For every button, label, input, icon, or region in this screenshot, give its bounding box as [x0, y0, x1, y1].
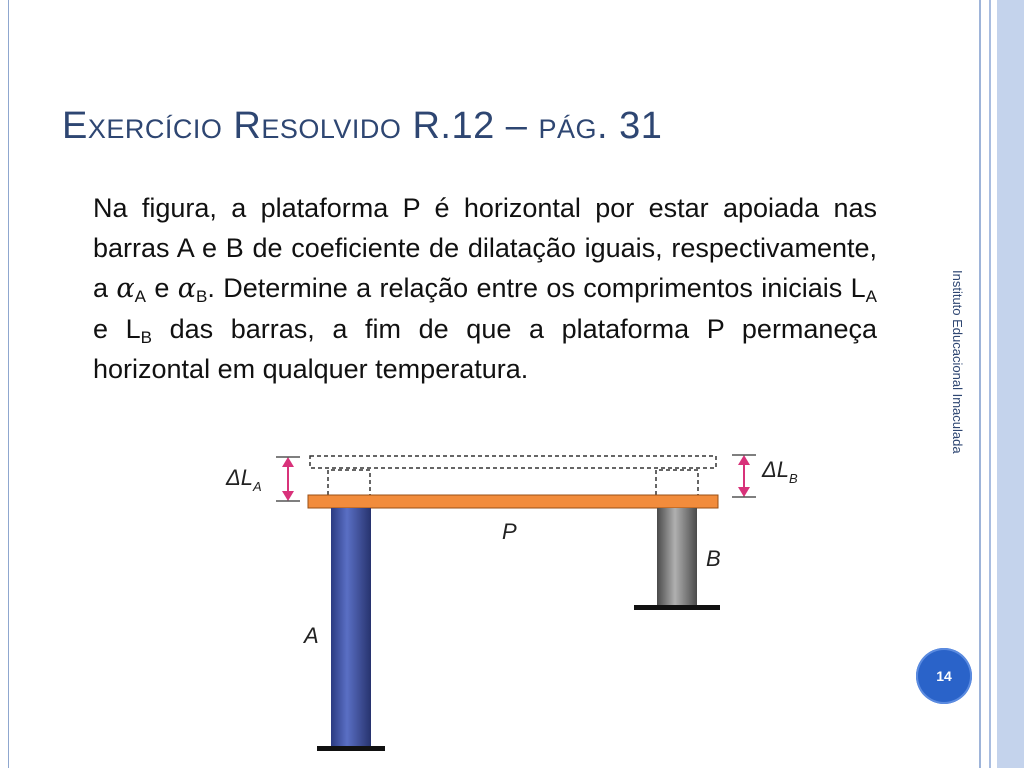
delta-la-arrowhead-top: [282, 457, 294, 467]
statement-and-l: e: [93, 314, 126, 344]
dashed-expanded-platform: [310, 456, 716, 468]
problem-statement: [93, 188, 877, 389]
statement-part1: Na figura, a plataforma P é horizontal por estar apoiada nas barras A e B de coeficiente de dilatação iguais, respectivamente, a: [93, 193, 877, 303]
bar-a: [331, 508, 371, 748]
institution-vertical-text: Instituto Educacional Imaculada: [950, 270, 965, 454]
label-p: P: [502, 519, 517, 544]
dashed-extension-b: [656, 470, 698, 495]
alpha-a-subscript: A: [134, 287, 146, 306]
slide-title: Exercício Resolvido R.12 – pág. 31: [62, 105, 663, 147]
delta-lb-arrowhead-top: [738, 455, 750, 465]
alpha-b-subscript: B: [196, 287, 208, 306]
label-a: A: [304, 623, 319, 648]
alpha-b-symbol: α: [177, 273, 196, 304]
page-number-badge: [916, 648, 972, 704]
dashed-extension-a: [328, 470, 370, 495]
label-delta-lb: $\Delta L_B$: [762, 457, 798, 486]
label-delta-la: $\Delta L_A$: [226, 465, 262, 494]
delta-lb-arrowhead-bottom: [738, 487, 750, 497]
length-b-letter: L: [125, 314, 141, 344]
statement-and: e: [145, 273, 178, 303]
decorative-side-stripes: [977, 0, 1024, 768]
page-number: 14: [936, 668, 952, 684]
alpha-a-symbol: α: [116, 273, 135, 304]
label-b: B: [706, 546, 721, 571]
statement-part3: das barras, a fim de que a plataforma P permaneça horizontal em qualquer temperatura.: [93, 314, 877, 384]
length-b-subscript: B: [140, 328, 153, 347]
platform-diagram: [220, 445, 820, 760]
bar-b: [657, 508, 697, 608]
left-border: [8, 0, 9, 768]
bar-a-base: [317, 746, 385, 751]
platform-p: [308, 495, 718, 508]
statement-part2: . Determine a relação entre os comprimentos iniciais L: [207, 273, 866, 303]
delta-la-arrowhead-bottom: [282, 491, 294, 501]
length-a-subscript: A: [865, 287, 877, 306]
bar-b-base: [634, 605, 720, 610]
